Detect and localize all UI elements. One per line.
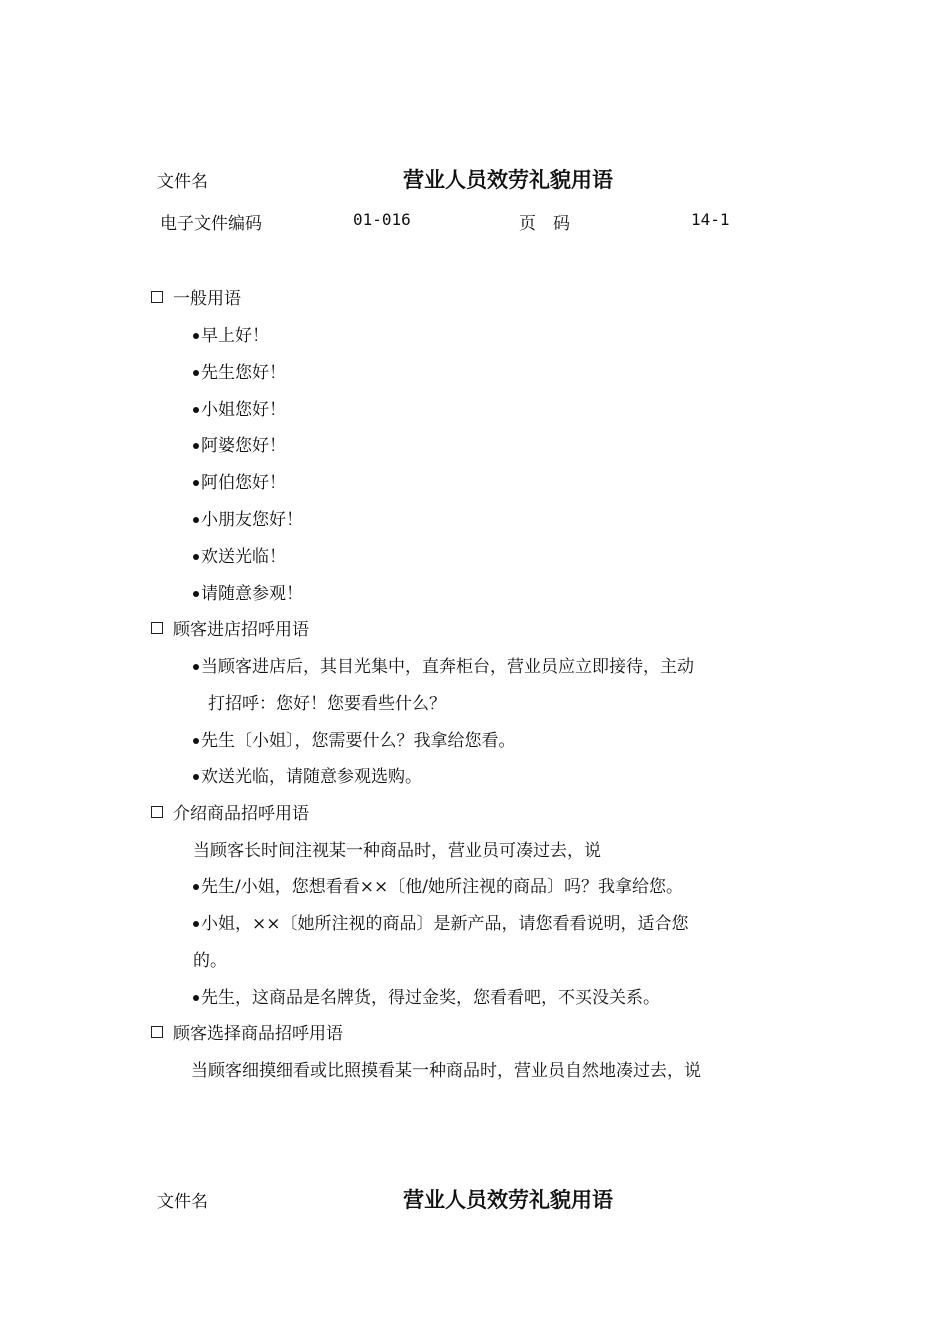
page-label: 页 码 [519,214,570,234]
list-item: 先生〔小姐〕，您需要什么？我拿给您看。 [193,730,516,752]
bullet-icon [193,664,199,670]
list-item: 小姐您好！ [193,399,286,421]
list-item: 请随意参观！ [193,583,303,605]
bullet-icon [193,517,199,523]
section-heading: 介绍商品招呼用语 [151,803,309,825]
list-item: 阿婆您好！ [193,435,286,457]
list-item: 欢送光临！ [193,546,286,568]
document-title: 营业人员效劳礼貌用语 [403,1188,613,1212]
bullet-icon [193,774,199,780]
bullet-icon [193,333,199,339]
list-item: 当顾客进店后，其目光集中，直奔柜台，营业员应立即接待，主动 [193,656,773,678]
list-item: 阿伯您好！ [193,472,286,494]
file-code-label: 电子文件编码 [160,214,262,234]
document-title: 营业人员效劳礼貌用语 [403,168,613,192]
file-name-label: 文件名 [157,1192,208,1212]
bullet-icon [193,738,199,744]
checkbox-square-icon [151,1026,163,1038]
checkbox-square-icon [151,806,163,818]
section-intro: 当顾客细摸细看或比照摸看某一种商品时，营业员自然地凑过去，说 [191,1061,701,1081]
section-heading: 顾客选择商品招呼用语 [151,1023,343,1045]
bullet-icon [193,995,199,1001]
section-intro: 当顾客长时间注视某一种商品时，营业员可凑过去，说 [193,841,601,861]
bullet-icon [193,884,199,890]
checkbox-square-icon [151,291,163,303]
section-heading: 一般用语 [151,288,241,310]
page-number-value: 14-1 [691,210,730,229]
file-code-value: 01-016 [353,210,411,229]
file-name-label: 文件名 [157,172,208,192]
bullet-icon [193,480,199,486]
list-item: 早上好！ [193,325,269,347]
list-item: 先生/小姐，您想看看××〔他/她所注视的商品〕吗？我拿给您。 [193,876,683,898]
bullet-icon [193,370,199,376]
bullet-icon [193,407,199,413]
section-heading: 顾客进店招呼用语 [151,619,309,641]
list-item: 小朋友您好！ [193,509,303,531]
checkbox-square-icon [151,622,163,634]
bullet-icon [193,554,199,560]
list-item: 先生，这商品是名牌货，得过金奖，您看看吧，不买没关系。 [193,987,660,1009]
list-item-continuation: 打招呼：您好！您要看些什么？ [208,694,446,714]
list-item-continuation: 的。 [193,951,227,971]
bullet-icon [193,591,199,597]
bullet-icon [193,443,199,449]
bullet-icon [193,921,199,927]
list-item: 先生您好！ [193,362,286,384]
list-item: 欢送光临，请随意参观选购。 [193,766,422,788]
list-item: 小姐，××〔她所注视的商品〕是新产品，请您看看说明，适合您 [193,913,689,935]
